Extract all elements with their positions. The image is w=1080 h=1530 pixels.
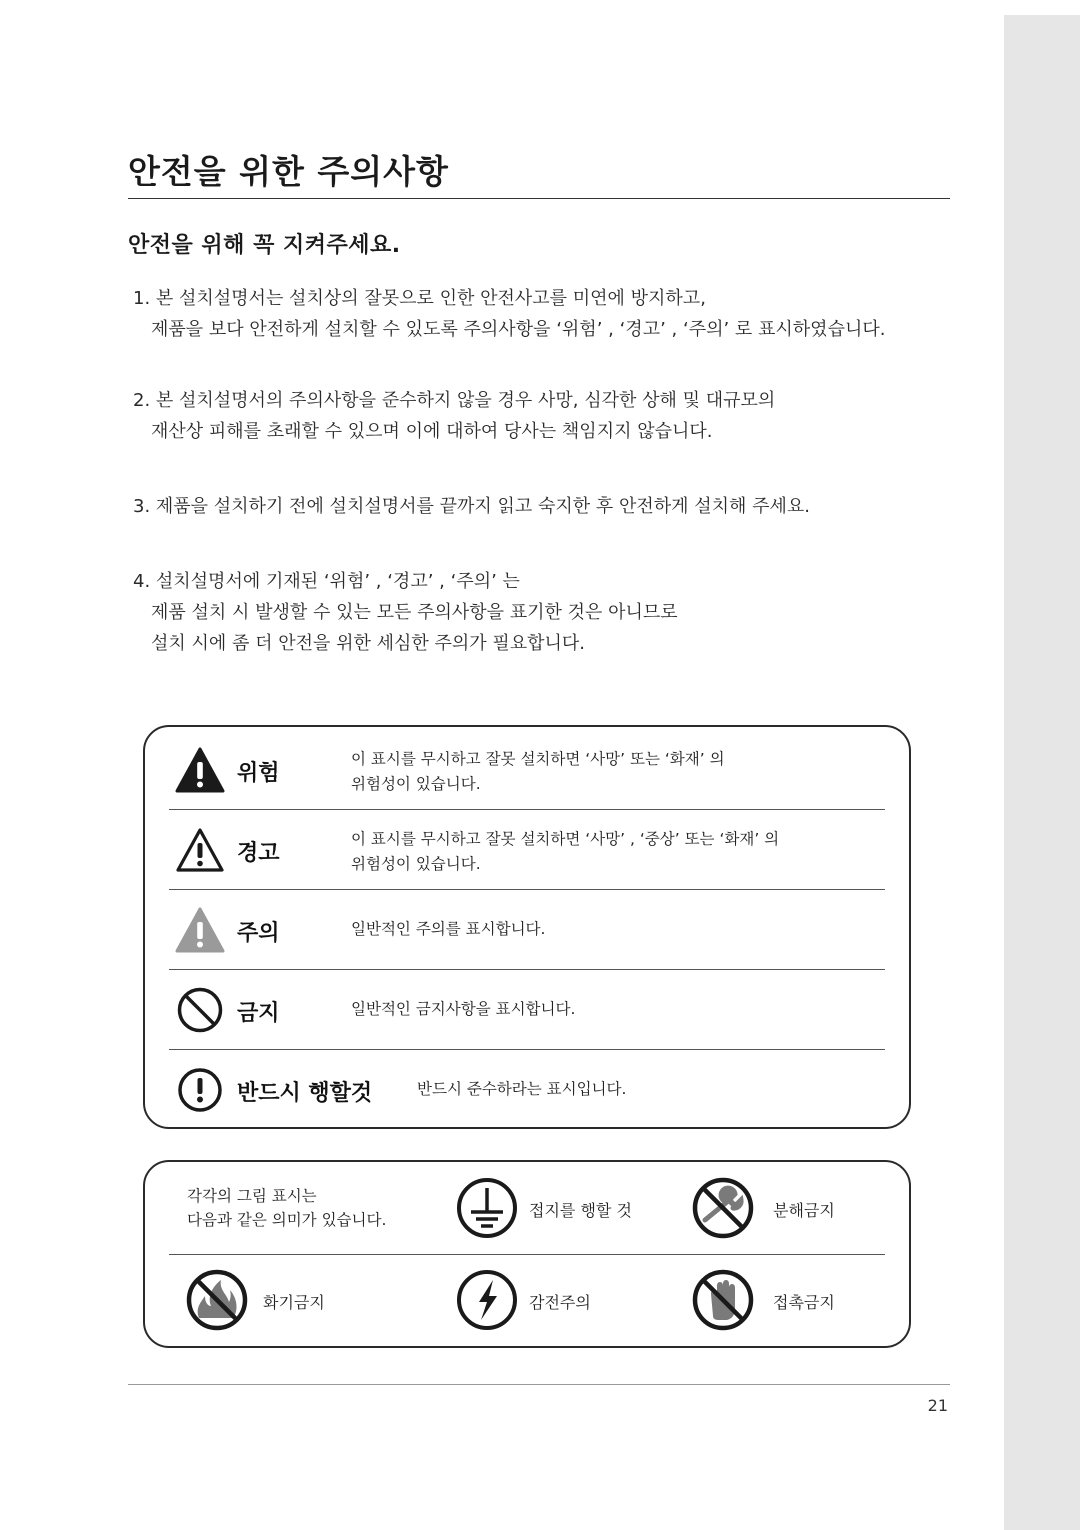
symbol-row-caution	[169, 889, 885, 970]
note-2-line-1: 2. 본 설치설명서의 주의사항을 준수하지 않을 경우 사망, 심각한 상해 및 대규모의	[133, 390, 776, 411]
symbol-row-warning	[169, 809, 885, 890]
safety-symbol-table	[143, 725, 911, 1129]
symbol-desc-mandatory: 반드시 준수하라는 표시입니다.	[417, 1080, 627, 1098]
note-4-line-3: 설치 시에 좀 더 안전을 위한 세심한 주의가 필요합니다.	[151, 633, 586, 654]
footer-divider	[128, 1384, 950, 1385]
symbol-desc-prohibited: 일반적인 금지사항을 표시합니다.	[351, 1000, 576, 1018]
note-3	[133, 491, 810, 522]
legend-intro-line-2: 다음과 같은 의미가 있습니다.	[187, 1211, 387, 1229]
note-4-line-1: 4. 설치설명서에 기재된 ‘위험’ , ‘경고’ , ‘주의’ 는	[133, 571, 520, 592]
no-fire-icon	[185, 1268, 249, 1332]
page-title: 안전을 위한 주의사항	[128, 152, 449, 191]
symbol-desc-danger	[351, 747, 871, 797]
danger-icon	[175, 747, 225, 793]
legend-intro	[187, 1184, 386, 1232]
note-4-line-2: 제품 설치 시 발생할 수 있는 모든 주의사항을 표기한 것은 아니므로	[151, 602, 678, 623]
pictogram-legend	[143, 1160, 911, 1348]
caution-icon	[175, 907, 225, 953]
symbol-desc-caution: 일반적인 주의를 표시합니다.	[351, 920, 546, 938]
mandatory-icon	[175, 1067, 225, 1113]
note-4	[133, 566, 678, 659]
legend-label-no-disassembly: 분해금지	[773, 1201, 835, 1220]
note-3-line-1: 3. 제품을 설치하기 전에 설치설명서를 끝까지 읽고 숙지한 후 안전하게 설치해 주세요.	[133, 496, 811, 517]
note-1-line-2: 제품을 보다 안전하게 설치할 수 있도록 주의사항을 ‘위험’ , ‘경고’ , ‘주의’ 로 표시하였습니다.	[151, 319, 886, 340]
prohibited-icon	[175, 987, 225, 1033]
note-2-line-2: 재산상 피해를 초래할 수 있으며 이에 대하여 당사는 책임지지 않습니다.	[151, 421, 713, 442]
ground-icon	[455, 1176, 519, 1240]
symbol-desc-danger-line-1: 이 표시를 무시하고 잘못 설치하면 ‘사망’ 또는 ‘화재’ 의	[351, 750, 725, 768]
note-1	[133, 283, 885, 345]
note-2	[133, 385, 775, 447]
legend-label-electric-shock: 감전주의	[529, 1293, 591, 1312]
symbol-name-warning: 경고	[237, 841, 280, 866]
symbol-row-mandatory	[169, 1049, 885, 1129]
symbol-row-prohibited	[169, 969, 885, 1050]
warning-icon	[175, 827, 225, 873]
symbol-desc-danger-line-2: 위험성이 있습니다.	[351, 775, 481, 793]
legend-label-no-fire: 화기금지	[263, 1293, 325, 1312]
page-number: 21	[927, 1396, 948, 1415]
title-divider	[128, 198, 950, 199]
note-1-line-1: 1. 본 설치설명서는 설치상의 잘못으로 인한 안전사고를 미연에 방지하고,	[133, 288, 706, 309]
legend-divider	[169, 1254, 885, 1255]
symbol-desc-warning-line-1: 이 표시를 무시하고 잘못 설치하면 ‘사망’ , ‘중상’ 또는 ‘화재’ 의	[351, 830, 780, 848]
legend-label-ground: 접지를 행할 것	[529, 1201, 632, 1220]
legend-intro-line-1: 각각의 그림 표시는	[187, 1187, 317, 1205]
symbol-row-danger	[169, 729, 885, 810]
symbol-name-danger: 위험	[237, 761, 280, 786]
symbol-name-mandatory: 반드시 행할것	[237, 1081, 373, 1106]
section-subtitle: 안전을 위해 꼭 지켜주세요.	[128, 233, 401, 258]
symbol-name-caution: 주의	[237, 921, 280, 946]
legend-label-no-touch: 접촉금지	[773, 1293, 835, 1312]
electric-shock-icon	[455, 1268, 519, 1332]
no-touch-icon	[691, 1268, 755, 1332]
no-disassembly-icon	[691, 1176, 755, 1240]
side-strip	[1004, 15, 1080, 1530]
symbol-desc-warning-line-2: 위험성이 있습니다.	[351, 855, 481, 873]
symbol-desc-warning	[351, 827, 871, 877]
symbol-name-prohibited: 금지	[237, 1001, 280, 1026]
